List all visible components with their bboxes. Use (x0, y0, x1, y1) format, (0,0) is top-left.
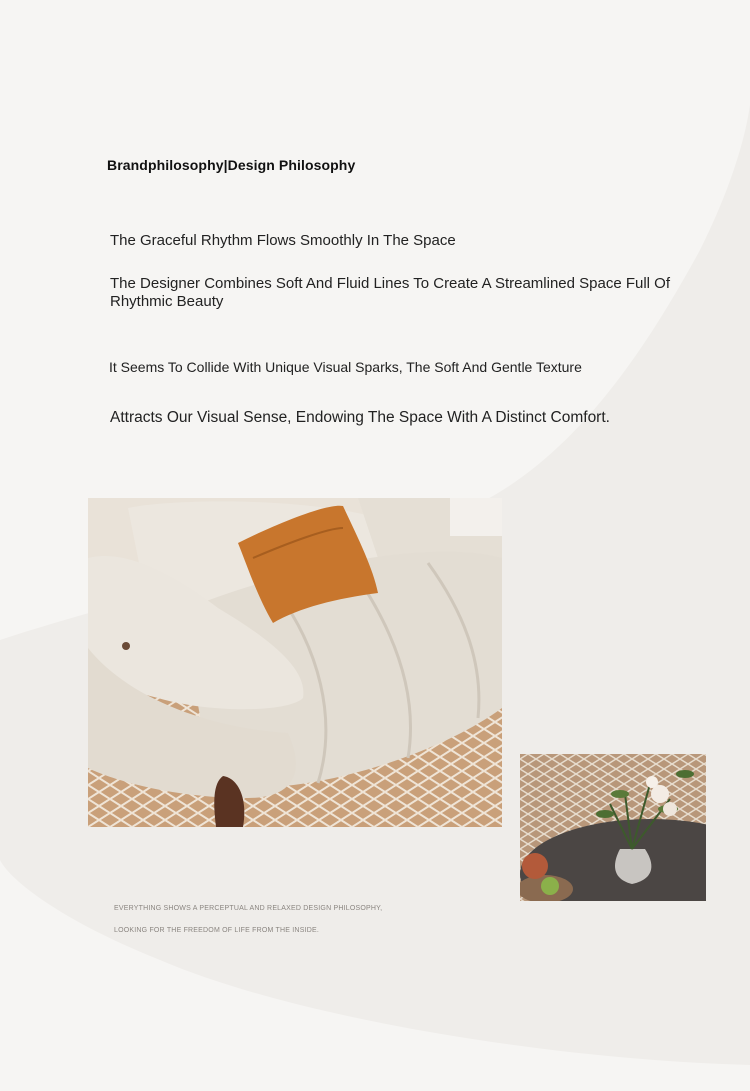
sofa-photo (88, 498, 502, 827)
philosophy-line-1: The Graceful Rhythm Flows Smoothly In The Space (110, 232, 456, 249)
table-vase-photo (520, 754, 706, 901)
caption-line-1: EVERYTHING SHOWS A PERCEPTUAL AND RELAXED DESIGN PHILOSOPHY, (114, 905, 383, 912)
philosophy-line-2: The Designer Combines Soft And Fluid Lines To Create A Streamlined Space Full Of Rhythmic Beauty (110, 275, 671, 310)
brand-philosophy-heading: Brandphilosophy|Design Philosophy (107, 157, 356, 173)
philosophy-line-3: It Seems To Collide With Unique Visual Sparks, The Soft And Gentle Texture (109, 359, 582, 375)
philosophy-line-4: Attracts Our Visual Sense, Endowing The Space With A Distinct Comfort. (110, 409, 610, 426)
caption-line-2: LOOKING FOR THE FREEDOM OF LIFE FROM THE INSIDE. (114, 927, 319, 934)
